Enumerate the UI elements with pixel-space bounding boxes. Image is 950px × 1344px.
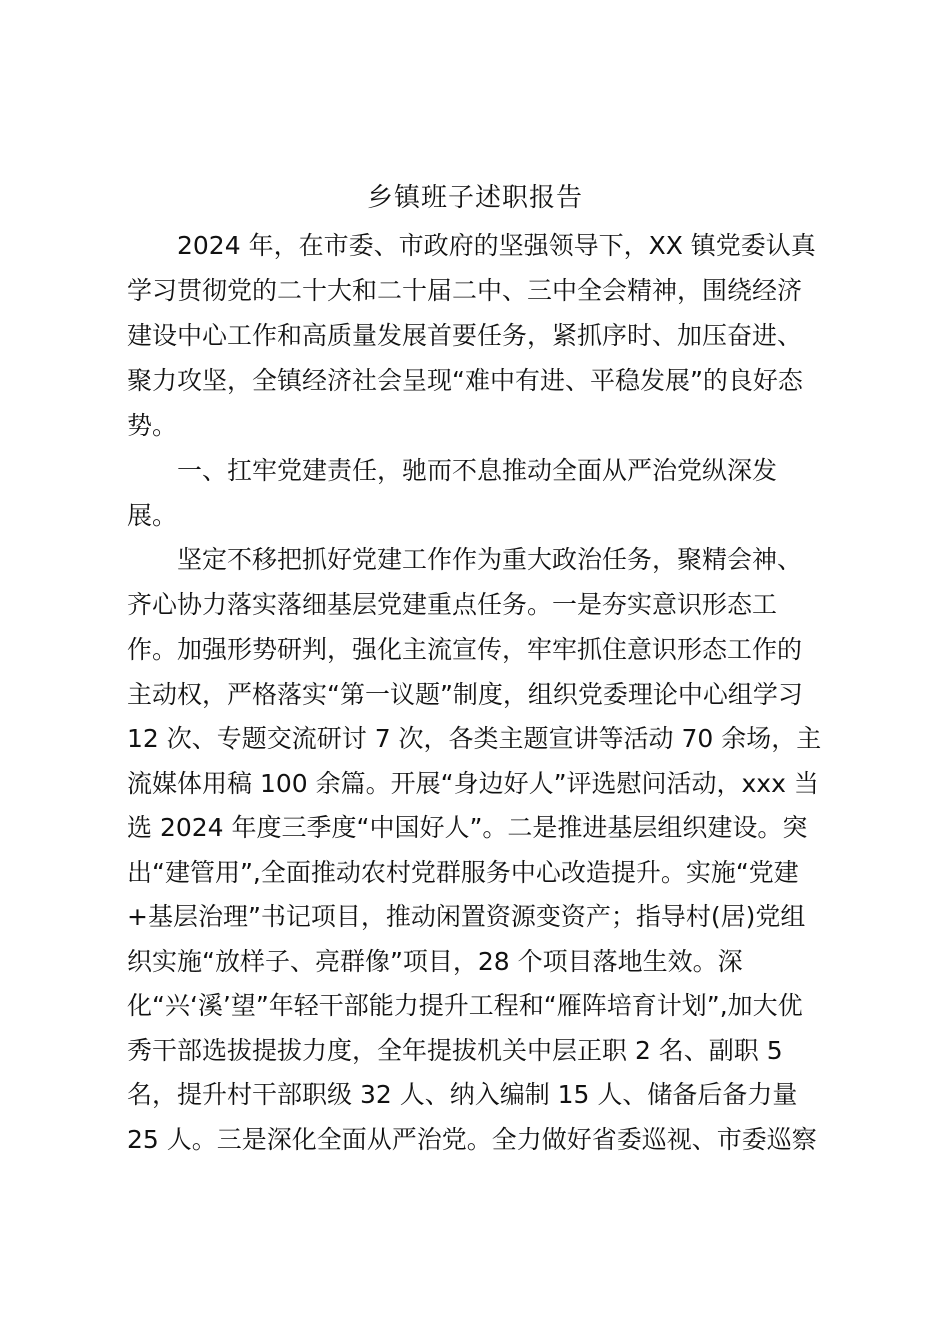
text-line: 12 次、专题交流研讨 7 次，各类主题宣讲等活动 70 余场，主 [127,724,822,753]
text-line: +基层治理”书记项目，推动闲置资源变资产；指导村(居)党组 [127,902,806,931]
text-line: 势。 [127,411,178,440]
section-heading-line: 一、扛牢党建责任，驰而不息推动全面从严治党纵深发 [177,456,778,485]
text-line: 25 人。三是深化全面从严治党。全力做好省委巡视、市委巡察 [127,1125,817,1154]
text-line: 出“建管用”,全面推动农村党群服务中心改造提升。实施“党建 [127,858,799,887]
text-line: 织实施“放样子、亮群像”项目，28 个项目落地生效。深 [127,947,743,976]
text-line: 流媒体用稿 100 余篇。开展“身边好人”评选慰问活动，xxx 当 [127,769,819,798]
text-line: 选 2024 年度三季度“中国好人”。二是推进基层组织建设。突 [127,813,808,842]
text-line: 秀干部选拔提拔力度，全年提拔机关中层正职 2 名、副职 5 [127,1036,783,1065]
text-line: 作。加强形势研判，强化主流宣传，牢牢抓住意识形态工作的 [127,635,803,664]
document-title: 乡镇班子述职报告 [366,183,583,213]
text-line: 聚力攻坚，全镇经济社会呈现“难中有进、平稳发展”的良好态 [127,366,803,395]
text-line: 化“兴‘溪’望”年轻干部能力提升工程和“雁阵培育计划”,加大优 [127,991,803,1020]
text-line: 2024 年，在市委、市政府的坚强领导下，XX 镇党委认真 [177,231,816,260]
section-heading-line: 展。 [127,501,178,530]
text-line: 学习贯彻党的二十大和二十届二中、三中全会精神，围绕经济 [127,276,803,305]
text-line: 建设中心工作和高质量发展首要任务，紧抓序时、加压奋进、 [127,321,803,350]
text-line: 齐心协力落实落细基层党建重点任务。一是夯实意识形态工 [127,590,778,619]
text-line: 坚定不移把抓好党建工作作为重大政治任务，聚精会神、 [177,545,803,574]
text-line: 名，提升村干部职级 32 人、纳入编制 15 人、储备后备力量 [127,1080,798,1109]
text-line: 主动权，严格落实“第一议题”制度，组织党委理论中心组学习 [127,680,803,709]
